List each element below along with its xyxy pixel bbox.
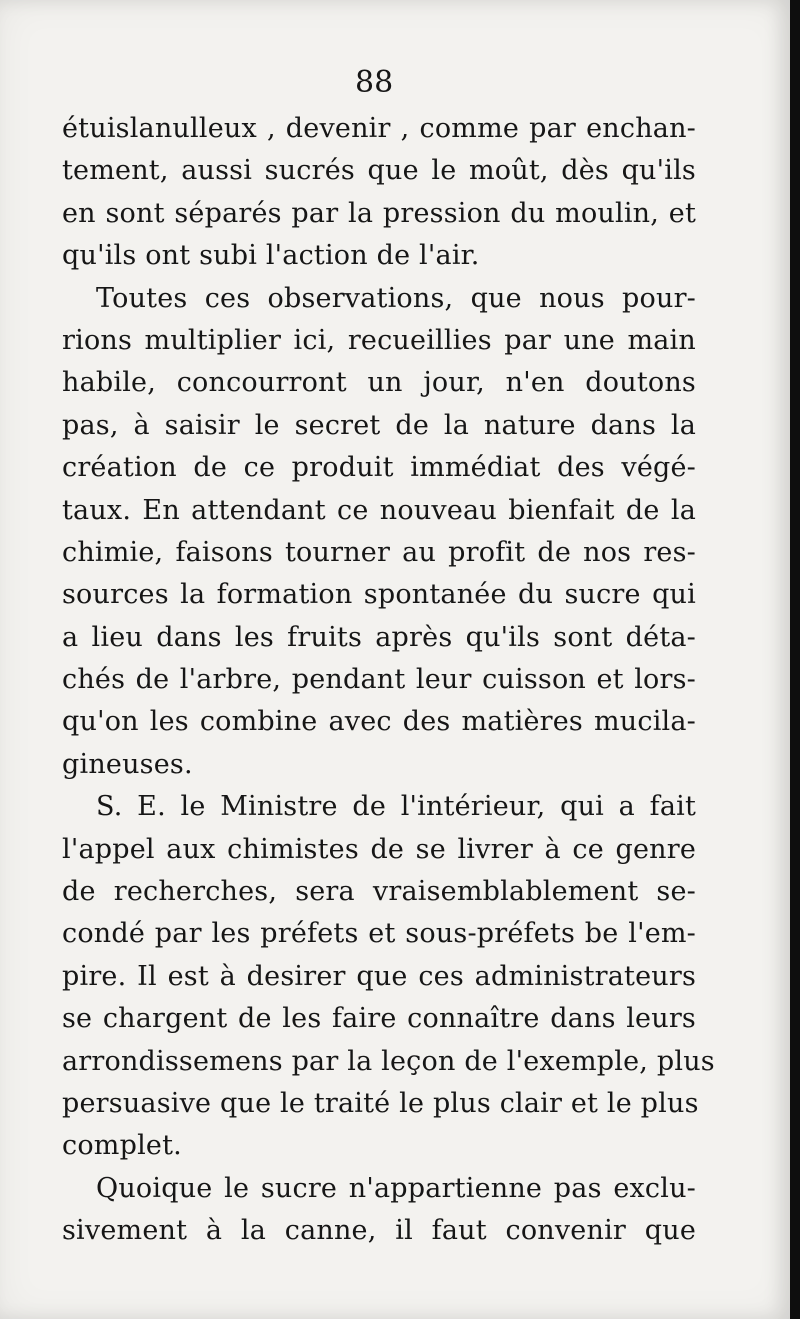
text-line: complet. [62,1130,182,1162]
text-line: étuislanulleux , devenir , comme par enchan- [62,113,696,144]
page-body-text [62,108,715,1253]
text-line: gineuses. [62,748,193,780]
text-line: condé par les préfets et sous-préfets be l'em- [62,918,696,950]
text-line: en sont séparés par la pression du moulin, et [62,197,696,229]
text-line: qu'on les combine avec des matières mucila- [62,706,696,738]
page-edge-shadow [790,0,800,1319]
text-line: habile, concourront un jour, n'en doutons [62,367,696,399]
page-number: 88 [355,65,394,100]
text-line: rions multiplier ici, recueillies par une main [62,324,696,356]
text-line: Quoique le sucre n'appartienne pas exclu- [96,1172,696,1204]
text-line: taux. En attendant ce nouveau bienfait de la [62,494,696,526]
text-line: sources la formation spontanée du sucre qui [62,579,696,611]
text-line: persuasive que le traité le plus clair et le plus [62,1087,699,1119]
text-line: tement, aussi sucrés que le moût, dès qu'ils [62,155,696,187]
text-line: qu'ils ont subi l'action de l'air. [62,240,480,272]
text-line: pire. Il est à desirer que ces administrateurs [62,960,696,992]
text-line: chés de l'arbre, pendant leur cuisson et lors- [62,664,696,696]
text-line: arrondissemens par la leçon de l'exemple, plus [62,1045,715,1077]
text-line: de recherches, sera vraisemblablement se- [62,876,696,908]
text-line: a lieu dans les fruits après qu'ils sont déta- [62,621,696,653]
text-line: chimie, faisons tourner au profit de nos res- [62,536,696,568]
text-line: l'appel aux chimistes de se livrer à ce genre [62,833,696,865]
text-line: se chargent de les faire connaître dans leurs [62,1003,696,1035]
text-line: Toutes ces observations, que nous pour- [96,282,696,314]
text-line: S. E. le Ministre de l'intérieur, qui a fait [96,791,696,823]
text-line: création de ce produit immédiat des végé- [62,452,696,484]
text-line: pas, à saisir le secret de la nature dans la [62,409,696,441]
text-line: sivement à la canne, il faut convenir que [62,1215,696,1247]
